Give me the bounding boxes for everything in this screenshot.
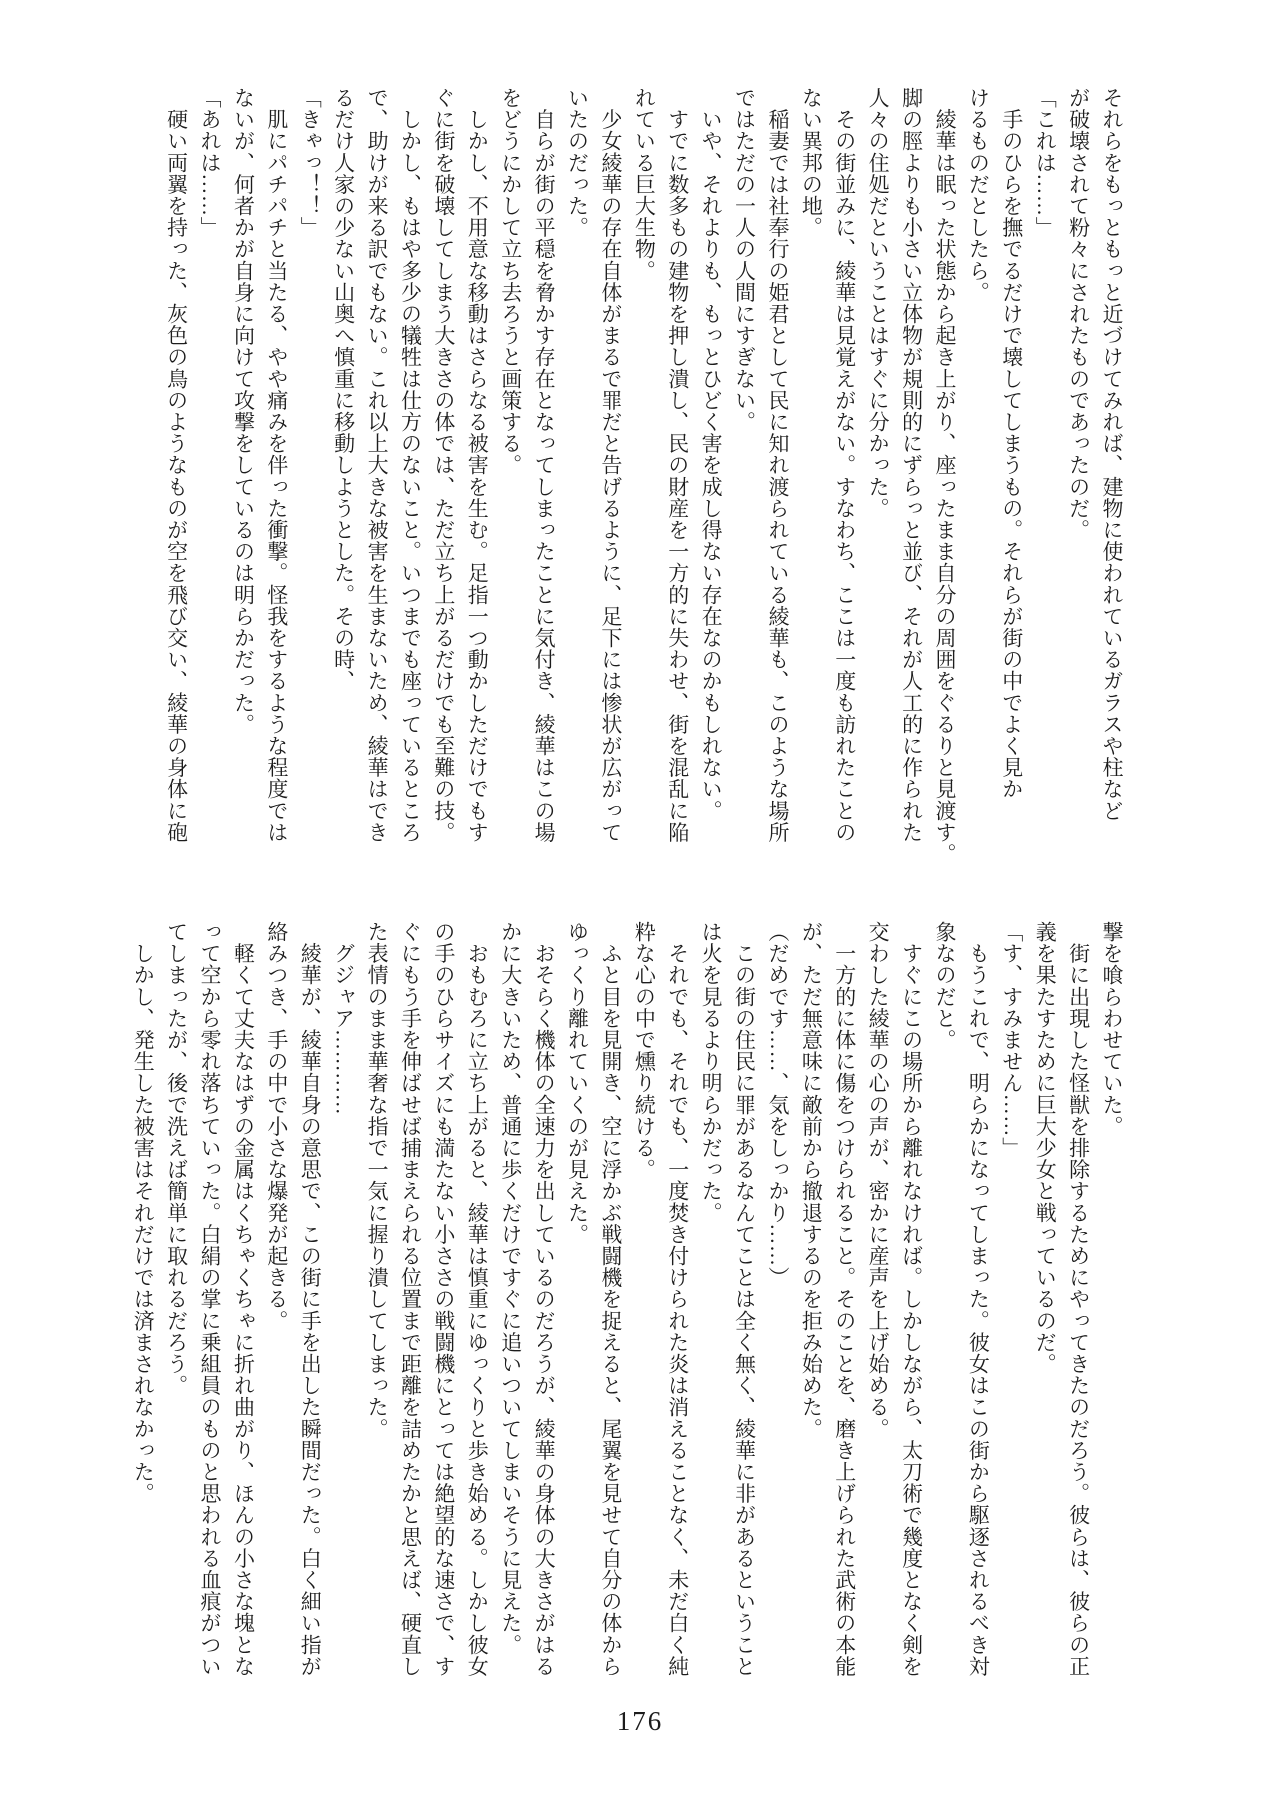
text-line: ふと目を見開き、空に浮かぶ戦闘機を捉えると、尾翼を見せて自分の体から — [598, 921, 623, 1677]
text-line: 肌にパチパチと当たる、やや痛みを伴った衝撃。怪我をするような程度では — [264, 87, 289, 843]
text-line: しかし、発生した被害はそれだけでは済まされなかった。 — [131, 921, 156, 1505]
text-line: ぐにもう手を伸ばせば捕まえられる位置まで距離を詰めたかと思えば、硬直し — [398, 921, 423, 1677]
text-line: 義を果たすために巨大少女と戦っているのだ。 — [1033, 921, 1058, 1375]
text-line: おもむろに立ち上がると、綾華は慎重にゆっくりと歩き始める。しかし彼女 — [465, 921, 490, 1677]
text-line: 綾華は眠った状態から起き上がり、座ったまま自分の周囲をぐるりと見渡す。 — [932, 87, 957, 865]
text-line: が破壊されて粉々にされたものであったのだ。 — [1066, 87, 1091, 541]
text-line: （だめです……、気をしっかり……） — [765, 921, 790, 1289]
text-line: 「す、すみません……」 — [999, 921, 1024, 1159]
page-number: 176 — [616, 1706, 664, 1736]
text-line: 綾華が、綾華自身の意思で、この街に手を出した瞬間だった。白く細い指が — [298, 921, 323, 1677]
text-line: しかし、不用意な移動はさらなる被害を生む。足指一つ動かしただけでもす — [465, 87, 490, 843]
text-line: いたのだった。 — [565, 87, 590, 239]
text-line: かに大きいため、普通に歩くだけですぐに追いついてしまいそうに見えた。 — [498, 921, 523, 1656]
text-line: は火を見るより明らかだった。 — [699, 921, 724, 1224]
text-line: 脚の脛よりも小さい立体物が規則的にずらっと並び、それが人工的に作られた — [899, 87, 924, 843]
text-line: って空から零れ落ちていった。白絹の掌に乗組員のものと思われる血痕がつい — [198, 921, 223, 1677]
text-line: で、助けが来る訳でもない。これ以上大きな被害を生まないため、綾華はでき — [365, 87, 390, 843]
text-line: 粋な心の中で燻り続ける。 — [632, 921, 657, 1181]
text-line: れている巨大生物。 — [632, 87, 657, 282]
text-line: その街並みに、綾華は見覚えがない。すなわち、ここは一度も訪れたことの — [832, 87, 857, 843]
text-line: 少女綾華の存在自体がまるで罪だと告げるように、足下には惨状が広がって — [598, 87, 623, 843]
text-line: 自らが街の平穏を脅かす存在となってしまったことに気付き、綾華はこの場 — [532, 87, 557, 843]
text-line: ゆっくり離れていくのが見えた。 — [565, 921, 590, 1245]
text-line: それらをもっともっと近づけてみれば、建物に使われているガラスや柱など — [1100, 87, 1124, 822]
text-line: 「きゃっ！！」 — [298, 87, 323, 239]
text-line: ないが、何者かが自身に向けて攻撃をしているのは明らかだった。 — [231, 87, 256, 735]
text-line: 象なのだと。 — [932, 921, 957, 1051]
text-line: 軽くて丈夫なはずの金属はくちゃくちゃに折れ曲がり、ほんの小さな塊とな — [231, 921, 256, 1677]
text-line: 人々の住処だということはすぐに分かった。 — [866, 87, 891, 519]
bottom-text-block — [126, 921, 1128, 1677]
text-line: すでに数多もの建物を押し潰し、民の財産を一方的に失わせ、街を混乱に陥 — [665, 87, 690, 843]
top-text-block — [159, 87, 1128, 865]
text-line: ではただの一人の人間にすぎない。 — [732, 87, 757, 433]
text-line: が、ただ無意味に敵前から撤退するのを拒み始めた。 — [799, 921, 824, 1440]
text-line: 「これは……」 — [1033, 87, 1058, 239]
text-line: 硬い両翼を持った、灰色の鳥のようなものが空を飛び交い、綾華の身体に砲 — [164, 87, 189, 843]
text-line: ない異邦の地。 — [799, 87, 824, 239]
text-line: しかし、もはや多少の犠牲は仕方のないこと。いつまでも座っているところ — [398, 87, 423, 843]
text-line: 稲妻では社奉行の姫君として民に知れ渡られている綾華も、このような場所 — [765, 87, 790, 843]
text-line: 交わした綾華の心の声が、密かに産声を上げ始める。 — [866, 921, 891, 1440]
text-line: 一方的に体に傷をつけられること。そのことを、磨き上げられた武術の本能 — [832, 921, 857, 1677]
text-line: 絡みつき、手の中で小さな爆発が起きる。 — [264, 921, 289, 1332]
text-line: この街の住民に罪があるなんてことは全く無く、綾華に非があるということ — [732, 921, 757, 1677]
text-line: いや、それよりも、もっとひどく害を成し得ない存在なのかもしれない。 — [699, 87, 724, 822]
text-line: た表情のまま華奢な指で一気に握り潰してしまった。 — [365, 921, 390, 1440]
text-line: 撃を喰らわせていた。 — [1100, 921, 1124, 1137]
text-line: てしまったが、後で洗えば簡単に取れるだろう。 — [164, 921, 189, 1397]
text-line: もうこれで、明らかになってしまった。彼女はこの街から駆逐されるべき対 — [966, 921, 991, 1677]
text-line: それでも、それでも、一度焚き付けられた炎は消えることなく、未だ白く純 — [665, 921, 690, 1677]
text-line: 街に出現した怪獣を排除するためにやってきたのだろう。彼らは、彼らの正 — [1066, 921, 1091, 1677]
text-line: 「あれは……」 — [198, 87, 223, 239]
text-line: けるものだとしたら。 — [966, 87, 991, 303]
text-line: の手のひらサイズにも満たない小ささの戦闘機にとっては絶望的な速さで、す — [431, 921, 456, 1677]
text-line: 手のひらを撫でるだけで壊してしまうもの。それらが街の中でよく見か — [999, 87, 1024, 800]
text-line: おそらく機体の全速力を出しているのだろうが、綾華の身体の大きさがはる — [532, 921, 557, 1677]
text-line: ぐに街を破壊してしまう大きさの体では、ただ立ち上がるだけでも至難の技。 — [431, 87, 456, 843]
text-line: をどうにかして立ち去ろうと画策する。 — [498, 87, 523, 476]
text-line: グジャア………… — [331, 921, 356, 1116]
text-line: すぐにこの場所から離れなければ。しかしながら、太刀術で幾度となく剣を — [899, 921, 924, 1677]
text-line: るだけ人家の少ない山奥へ慎重に移動しようとした。その時、 — [331, 87, 356, 692]
